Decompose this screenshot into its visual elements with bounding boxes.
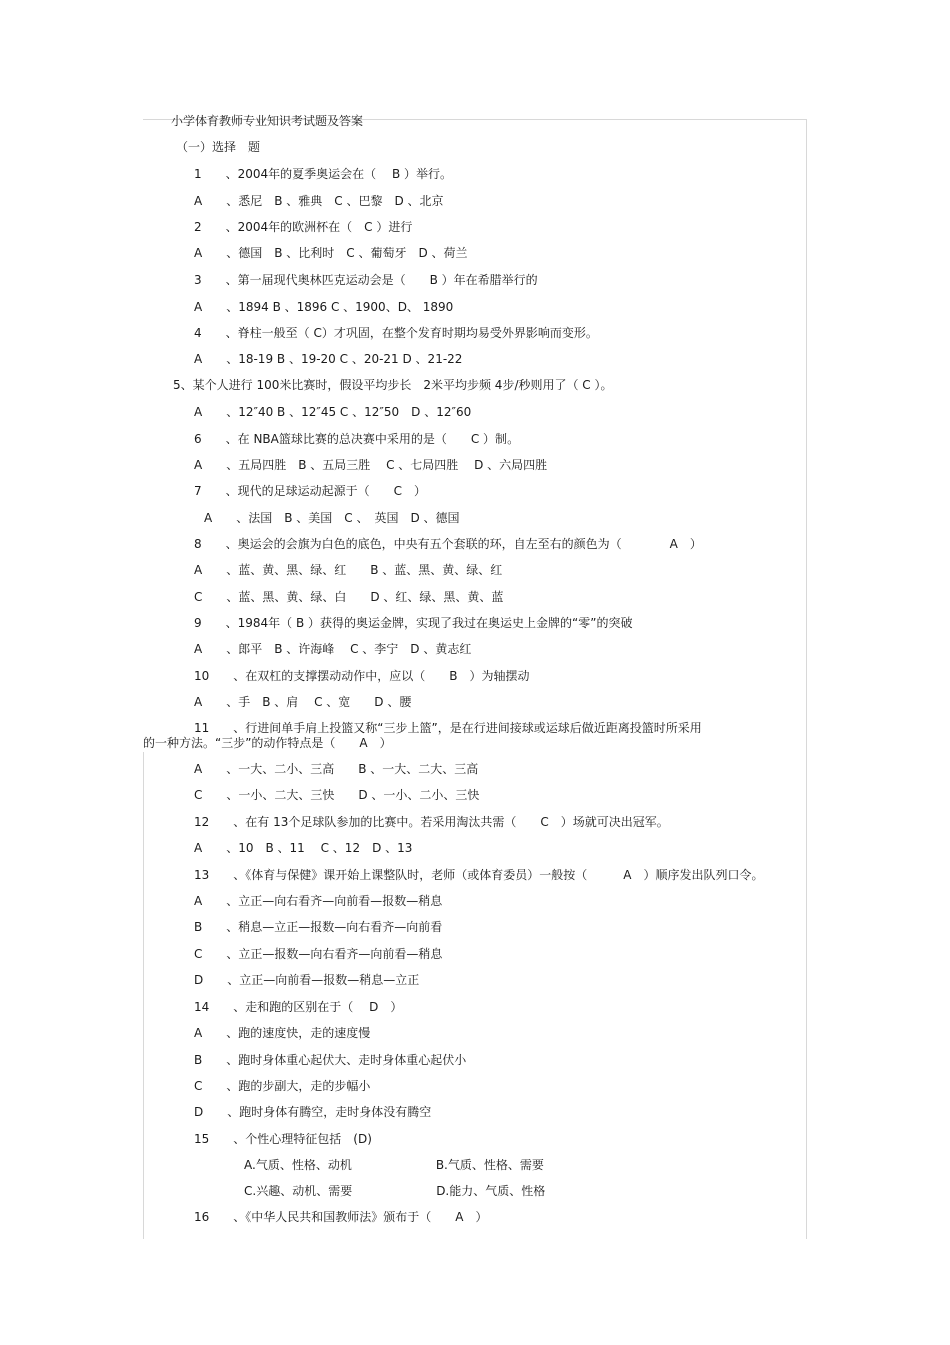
question-6: 6 、在 NBA篮球比赛的总决赛中采用的是（ C ）制。	[194, 432, 520, 446]
question-13: 13 、《体育与保健》课开始上课整队时，老师（或体育委员）一般按（ A ）顺序发出队列口令。	[194, 868, 764, 882]
question-5: 5、某个人进行 100米比赛时，假设平均步长 2米平均步频 4步/秒则用了（ C ）。	[173, 378, 613, 392]
answer-option: A 、跑的速度快，走的速度慢	[194, 1026, 371, 1040]
question-9: 9 、1984年（ B ）获得的奥运金牌，实现了我过在奥运史上金牌的“零”的突破	[194, 616, 633, 630]
answer-option: D 、跑时身体有腾空，走时身体没有腾空	[194, 1105, 432, 1119]
question-2: 2 、2004年的欧洲杯在（ C ）进行	[194, 220, 413, 234]
answer-option: A 、立正—向右看齐—向前看—报数—稍息	[194, 894, 443, 908]
answer-option: C 、跑的步副大，走的步幅小	[194, 1079, 371, 1093]
page-border-left	[143, 752, 144, 1239]
question-4: 4 、脊柱一般至（ C）才巩固，在整个发育时期均易受外界影响而变形。	[194, 326, 598, 340]
question-11-continued: 的一种方法。“三步”的动作特点是（ A ）	[143, 736, 392, 750]
answer-option: B 、稍息—立正—报数—向右看齐—向前看	[194, 920, 443, 934]
question-1: 1 、2004年的夏季奥运会在（ B ）举行。	[194, 167, 453, 181]
question-12: 12 、在有 13个足球队参加的比赛中。若采用淘汰共需（ C ）场就可决出冠军。	[194, 815, 669, 829]
question-14: 14 、走和跑的区别在于（ D ）	[194, 1000, 403, 1014]
answer-options: A 、五局四胜 B 、五局三胜 C 、七局四胜 D 、六局四胜	[194, 458, 548, 472]
answer-options: A 、手 B 、肩 C 、宽 D 、腰	[194, 695, 412, 709]
answer-options: A 、10 B 、11 C 、12 D 、13	[194, 841, 413, 855]
answer-options: A 、悉尼 B 、雅典 C 、巴黎 D 、北京	[194, 194, 444, 208]
document-title: 小学体育教师专业知识考试题及答案	[171, 114, 364, 128]
answer-option: D 、立正—向前看—报数—稍息—立正	[194, 973, 420, 987]
answer-options: A 、郎平 B 、许海峰 C 、李宁 D 、黄志红	[194, 642, 472, 656]
answer-options: C 、蓝、黑、黄、绿、白 D 、红、绿、黑、黄、蓝	[194, 590, 504, 604]
question-15: 15 、个性心理特征包括 (D)	[194, 1132, 372, 1146]
answer-options: A 、法国 B 、美国 C 、 英国 D 、德国	[204, 511, 460, 525]
question-16: 16 、《中华人民共和国教师法》颁布于（ A ）	[194, 1210, 488, 1224]
answer-options: A 、一大、二小、三高 B 、一大、二大、三高	[194, 762, 479, 776]
question-10: 10 、在双杠的支撑摆动动作中，应以（ B ）为轴摆动	[194, 669, 530, 683]
section-heading: （一）选择 题	[176, 140, 261, 154]
answer-options: C.兴趣、动机、需要 D.能力、气质、性格	[244, 1184, 546, 1198]
answer-option: B 、跑时身体重心起伏大、走时身体重心起伏小	[194, 1053, 467, 1067]
answer-options: A 、1894 B 、1896 C 、1900、D、 1890	[194, 300, 454, 314]
question-8: 8 、奥运会的会旗为白色的底色，中央有五个套联的环，自左至右的颜色为（ A ）	[194, 537, 702, 551]
question-3: 3 、第一届现代奥林匹克运动会是（ B ）年在希腊举行的	[194, 273, 538, 287]
answer-option: C 、立正—报数—向右看齐—向前看—稍息	[194, 947, 443, 961]
question-11: 11 、行进间单手肩上投篮又称“三步上篮”，是在行进间接球或运球后做近距离投篮时所采用	[194, 721, 702, 735]
answer-options: C 、一小、二大、三快 D 、一小、二小、三快	[194, 788, 480, 802]
answer-options: A 、12″40 B 、12″45 C 、12″50 D 、12″60	[194, 405, 472, 419]
answer-options: A 、德国 B 、比利时 C 、葡萄牙 D 、荷兰	[194, 246, 468, 260]
answer-options: A 、18-19 B 、19-20 C 、20-21 D 、21-22	[194, 352, 463, 366]
answer-options: A 、蓝、黄、黑、绿、红 B 、蓝、黑、黄、绿、红	[194, 563, 503, 577]
answer-options: A.气质、性格、动机 B.气质、性格、需要	[244, 1158, 544, 1172]
question-7: 7 、现代的足球运动起源于（ C ）	[194, 484, 427, 498]
